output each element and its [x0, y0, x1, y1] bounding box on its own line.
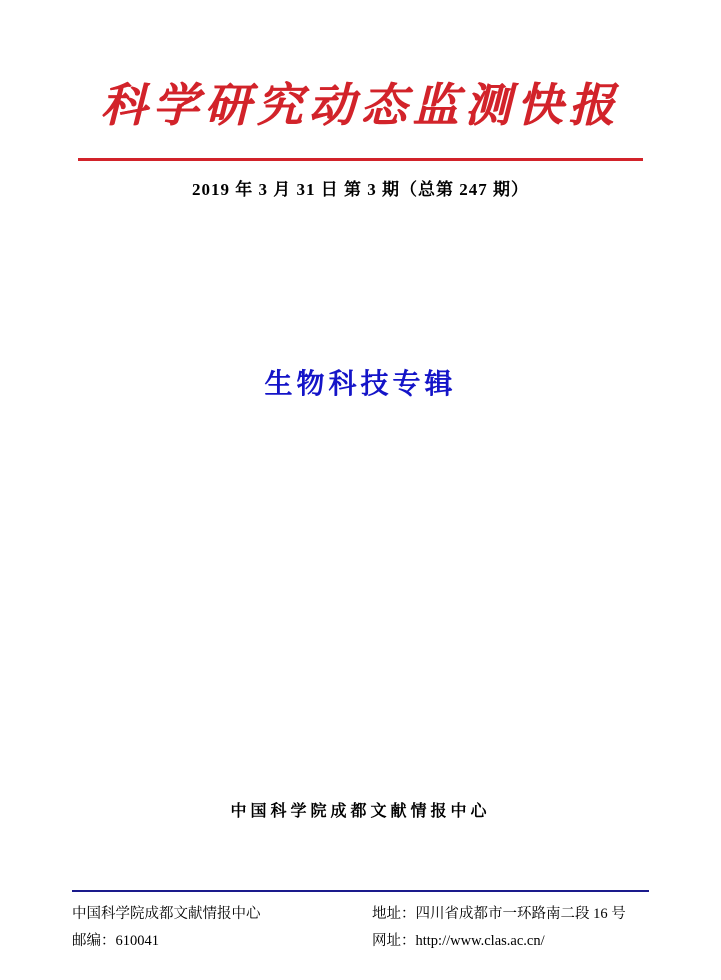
masthead-divider-rule [78, 158, 643, 161]
footer-divider-rule [72, 890, 649, 892]
footer-postcode-label: 邮编： [72, 933, 116, 949]
publication-title: 科学研究动态监测快报 [100, 78, 621, 132]
footer-website-url[interactable]: http://www.clas.ac.cn/ [415, 933, 545, 949]
footer-postcode-value: 610041 [115, 933, 159, 949]
footer-row [72, 902, 649, 923]
masthead [0, 78, 721, 133]
footer-row [72, 929, 649, 950]
footer [72, 902, 649, 956]
footer-postcode [72, 929, 372, 950]
footer-website [372, 929, 649, 950]
footer-address-label: 地址： [372, 906, 416, 922]
footer-website-label: 网址： [372, 933, 416, 949]
special-topic-title [0, 362, 721, 402]
issue-date-and-number: 2019 年 3 月 31 日 第 3 期（总第 247 期） [192, 180, 529, 199]
publisher-label: 中国科学院成都文献情报中心 [230, 801, 491, 820]
footer-organization: 中国科学院成都文献情报中心 [72, 906, 261, 922]
issue-info [0, 175, 721, 200]
special-topic-label: 生物科技专辑 [264, 367, 457, 400]
footer-address-value: 四川省成都市一环路南二段 16 号 [415, 906, 626, 922]
publisher-name [0, 798, 721, 821]
footer-address [372, 902, 649, 923]
